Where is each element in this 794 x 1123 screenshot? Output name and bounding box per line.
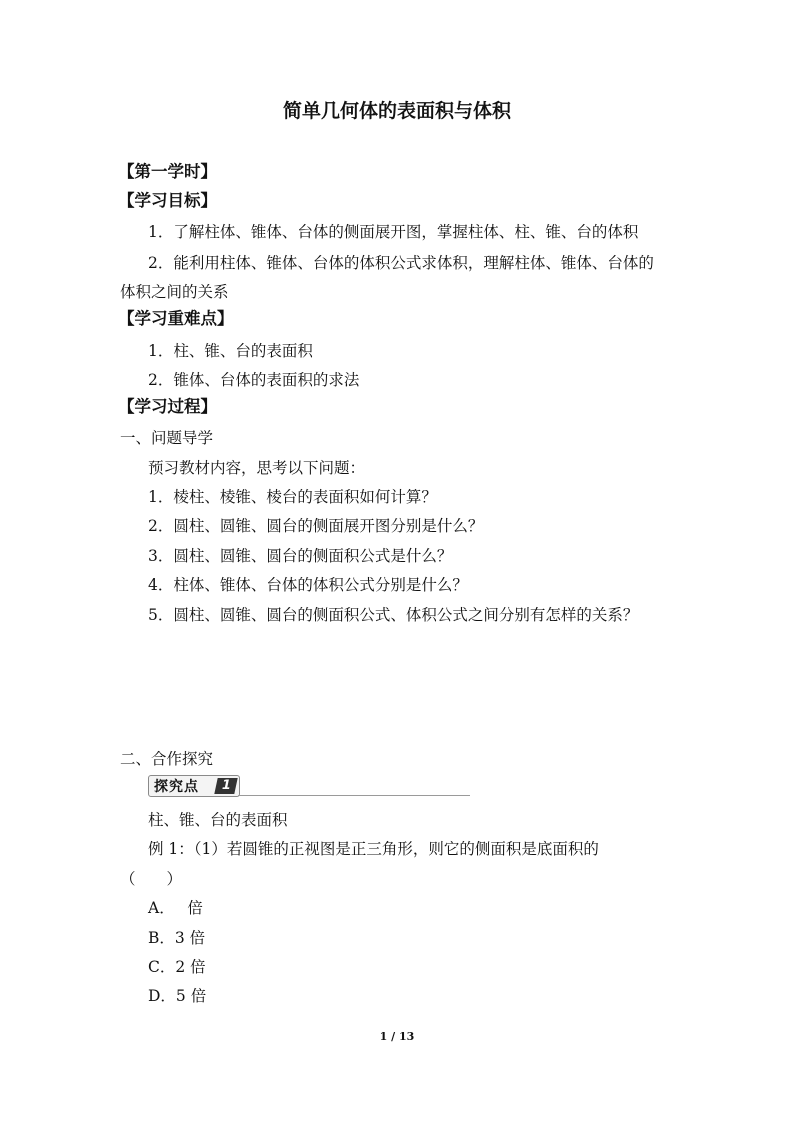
document-title: 简单几何体的表面积与体积: [282, 100, 511, 122]
explore-point-badge: [148, 775, 470, 797]
goal-2-line1: 2．能利用柱体、锥体、台体的体积公式求体积，理解柱体、锥体、台体的: [148, 254, 654, 272]
option-d: D．5 倍: [148, 987, 207, 1005]
badge-number: 1: [214, 778, 237, 794]
question-5: 5．圆柱、圆锥、圆台的侧面积公式、体积公式之间分别有怎样的关系？: [148, 606, 639, 624]
badge-label: 探究点: [154, 779, 199, 795]
badge-box: [148, 775, 240, 797]
option-c: C．2 倍: [148, 958, 206, 976]
section-1-intro: 预习教材内容，思考以下问题：: [148, 459, 366, 477]
heading-goals: 【学习目标】: [118, 191, 217, 210]
goal-2-line2: 体积之间的关系: [120, 283, 229, 301]
example-1: 例 1：（1）若圆锥的正视图是正三角形，则它的侧面积是底面积的: [148, 840, 599, 858]
question-3: 3．圆柱、圆锥、圆台的侧面积公式是什么？: [148, 547, 453, 565]
question-4: 4．柱体、锥体、台体的体积公式分别是什么？: [148, 576, 468, 594]
section-1-title: 一、问题导学: [120, 429, 214, 447]
badge-underline: [238, 795, 470, 796]
heading-lesson: 【第一学时】: [118, 162, 217, 181]
question-1: 1．棱柱、棱锥、棱台的表面积如何计算？: [148, 488, 437, 506]
goal-1: 1．了解柱体、锥体、台体的侧面展开图，掌握柱体、柱、锥、台的体积: [148, 223, 639, 241]
question-2: 2．圆柱、圆锥、圆台的侧面展开图分别是什么？: [148, 517, 484, 535]
heading-keypoints: 【学习重难点】: [118, 309, 234, 328]
option-a: A． 倍: [148, 899, 203, 917]
keypoint-2: 2．锥体、台体的表面积的求法: [148, 371, 360, 389]
page-number: 1 / 13: [379, 1030, 415, 1043]
option-b: B．3 倍: [148, 929, 206, 947]
section-2-title: 二、合作探究: [120, 750, 214, 768]
keypoint-1: 1．柱、锥、台的表面积: [148, 342, 313, 360]
answer-paren: （ ）: [120, 870, 183, 888]
explore-topic: 柱、锥、台的表面积: [148, 811, 288, 829]
heading-process: 【学习过程】: [118, 397, 217, 416]
